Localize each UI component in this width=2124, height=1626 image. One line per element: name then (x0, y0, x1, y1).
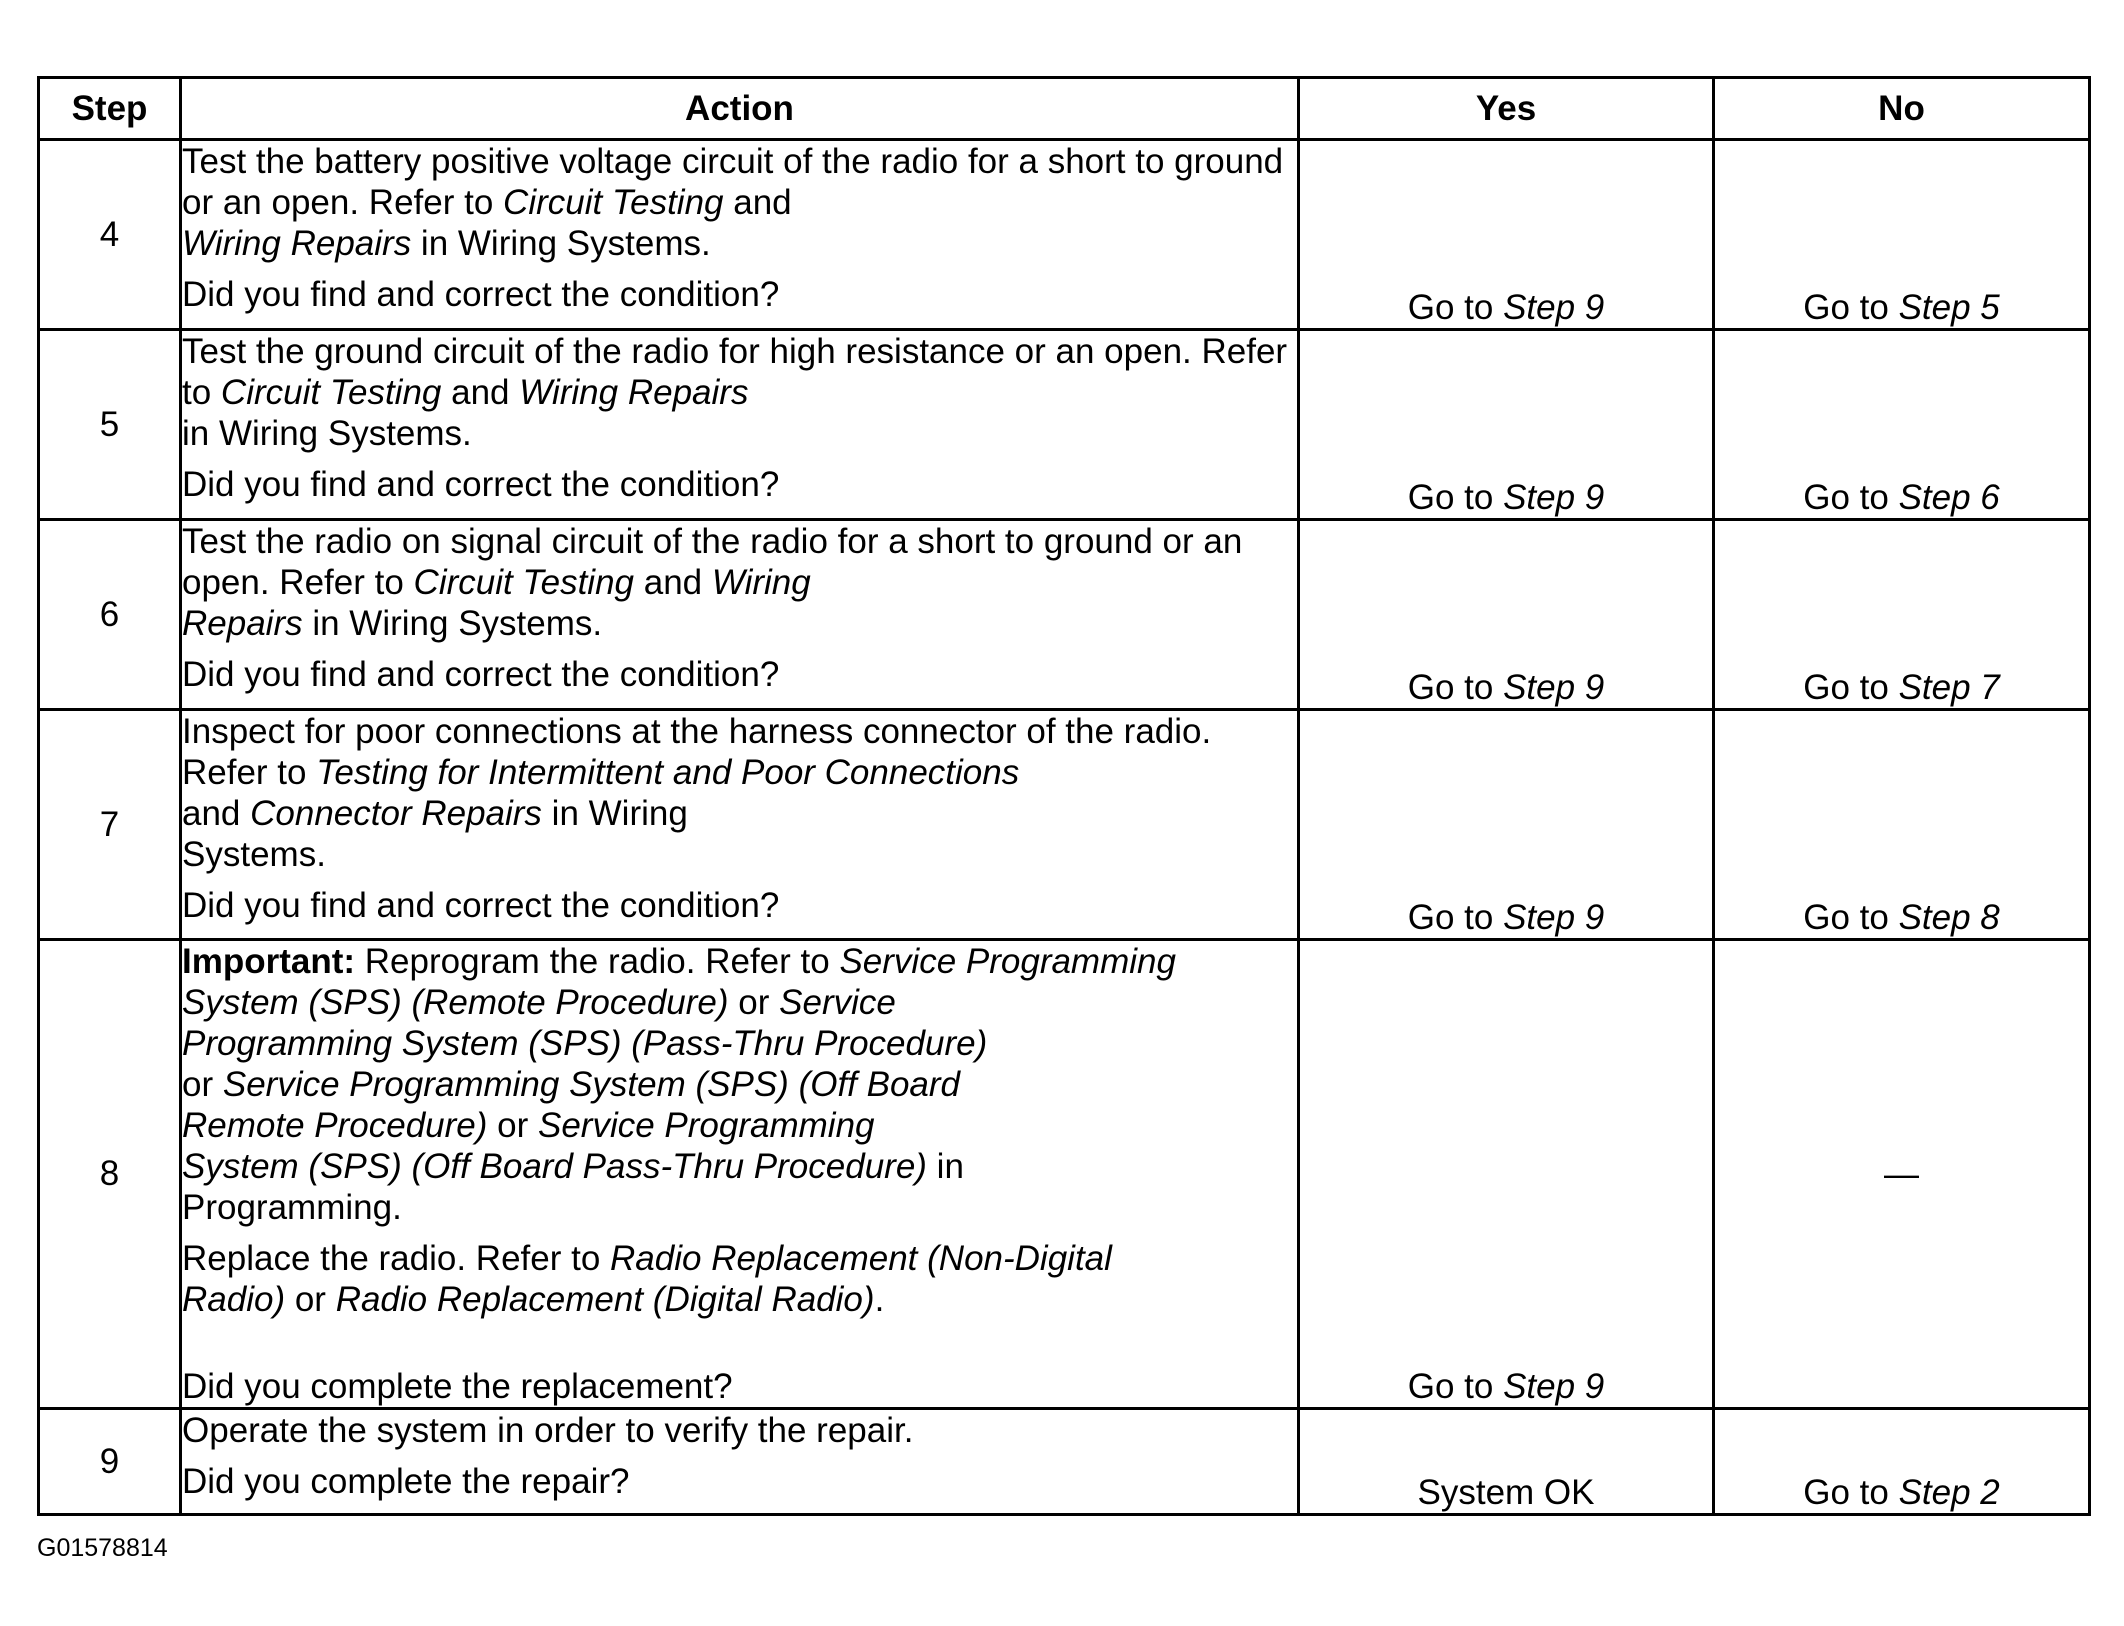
diagnostic-table (37, 76, 2091, 1516)
table-row (39, 520, 2090, 710)
no-cell: Go to Step 5 (1714, 140, 2090, 330)
header-step: Step (39, 78, 181, 140)
table-row (39, 140, 2090, 330)
action-cell (181, 710, 1299, 940)
table-row (39, 940, 2090, 1409)
header-yes: Yes (1299, 78, 1714, 140)
action-cell (181, 520, 1299, 710)
no-cell: Go to Step 2 (1714, 1409, 2090, 1515)
action-text: Test the radio on signal circuit of the radio for a short to ground or an open. Refer to Circuit Testing and Wiring Repairs in Wiring Systems. (182, 522, 1243, 643)
step-number: 9 (39, 1409, 181, 1515)
no-cell: Go to Step 8 (1714, 710, 2090, 940)
step-number: 6 (39, 520, 181, 710)
action-question: Did you find and correct the condition? (182, 465, 780, 504)
action-question: Did you find and correct the condition? (182, 275, 780, 314)
action-text: Important: Reprogram the radio. Refer to Service Programming System (SPS) (Remote Procedure) or Service Programming System (SPS) (Pass-Thru Procedure) or Service Programming System (SPS) (Off Board Remote Procedure) or Service Programming System (SPS) (Off Board Pass-Thru Procedure) in Programming. (182, 942, 1176, 1227)
yes-cell: Go to Step 9 (1299, 940, 1714, 1409)
action-text: Test the ground circuit of the radio for high resistance or an open. Refer to Circuit Testing and Wiring Repairs in Wiring Systems. (182, 332, 1288, 453)
step-number: 8 (39, 940, 181, 1409)
figure-id: G01578814 (37, 1534, 168, 1562)
action-question: Did you find and correct the condition? (182, 886, 780, 925)
table-header-row (39, 78, 2090, 140)
step-number: 4 (39, 140, 181, 330)
step-number: 5 (39, 330, 181, 520)
yes-cell: Go to Step 9 (1299, 520, 1714, 710)
table-row (39, 710, 2090, 940)
action-text: Test the battery positive voltage circuit of the radio for a short to ground or an open. Refer to Circuit Testing and Wiring Repairs in Wiring Systems. (182, 142, 1284, 263)
header-action: Action (181, 78, 1299, 140)
action-text-2: Replace the radio. Refer to Radio Replacement (Non-Digital Radio) or Radio Replacement (Digital Radio). (182, 1239, 1112, 1319)
table-row (39, 330, 2090, 520)
yes-cell: Go to Step 9 (1299, 330, 1714, 520)
action-text: Operate the system in order to verify the repair. (182, 1411, 914, 1450)
yes-cell: Go to Step 9 (1299, 710, 1714, 940)
action-cell (181, 330, 1299, 520)
yes-cell: Go to Step 9 (1299, 140, 1714, 330)
action-question: Did you complete the repair? (182, 1462, 630, 1501)
action-cell (181, 140, 1299, 330)
no-cell: — (1714, 940, 2090, 1409)
action-cell (181, 1409, 1299, 1515)
header-no: No (1714, 78, 2090, 140)
table-row (39, 1409, 2090, 1515)
no-cell: Go to Step 7 (1714, 520, 2090, 710)
action-question: Did you complete the replacement? (182, 1367, 733, 1406)
action-text: Inspect for poor connections at the harness connector of the radio. Refer to Testing for Intermittent and Poor Connections and Connector Repairs in Wiring Systems. (182, 712, 1212, 874)
no-cell: Go to Step 6 (1714, 330, 2090, 520)
step-number: 7 (39, 710, 181, 940)
action-cell (181, 940, 1299, 1409)
action-question: Did you find and correct the condition? (182, 655, 780, 694)
yes-cell: System OK (1299, 1409, 1714, 1515)
